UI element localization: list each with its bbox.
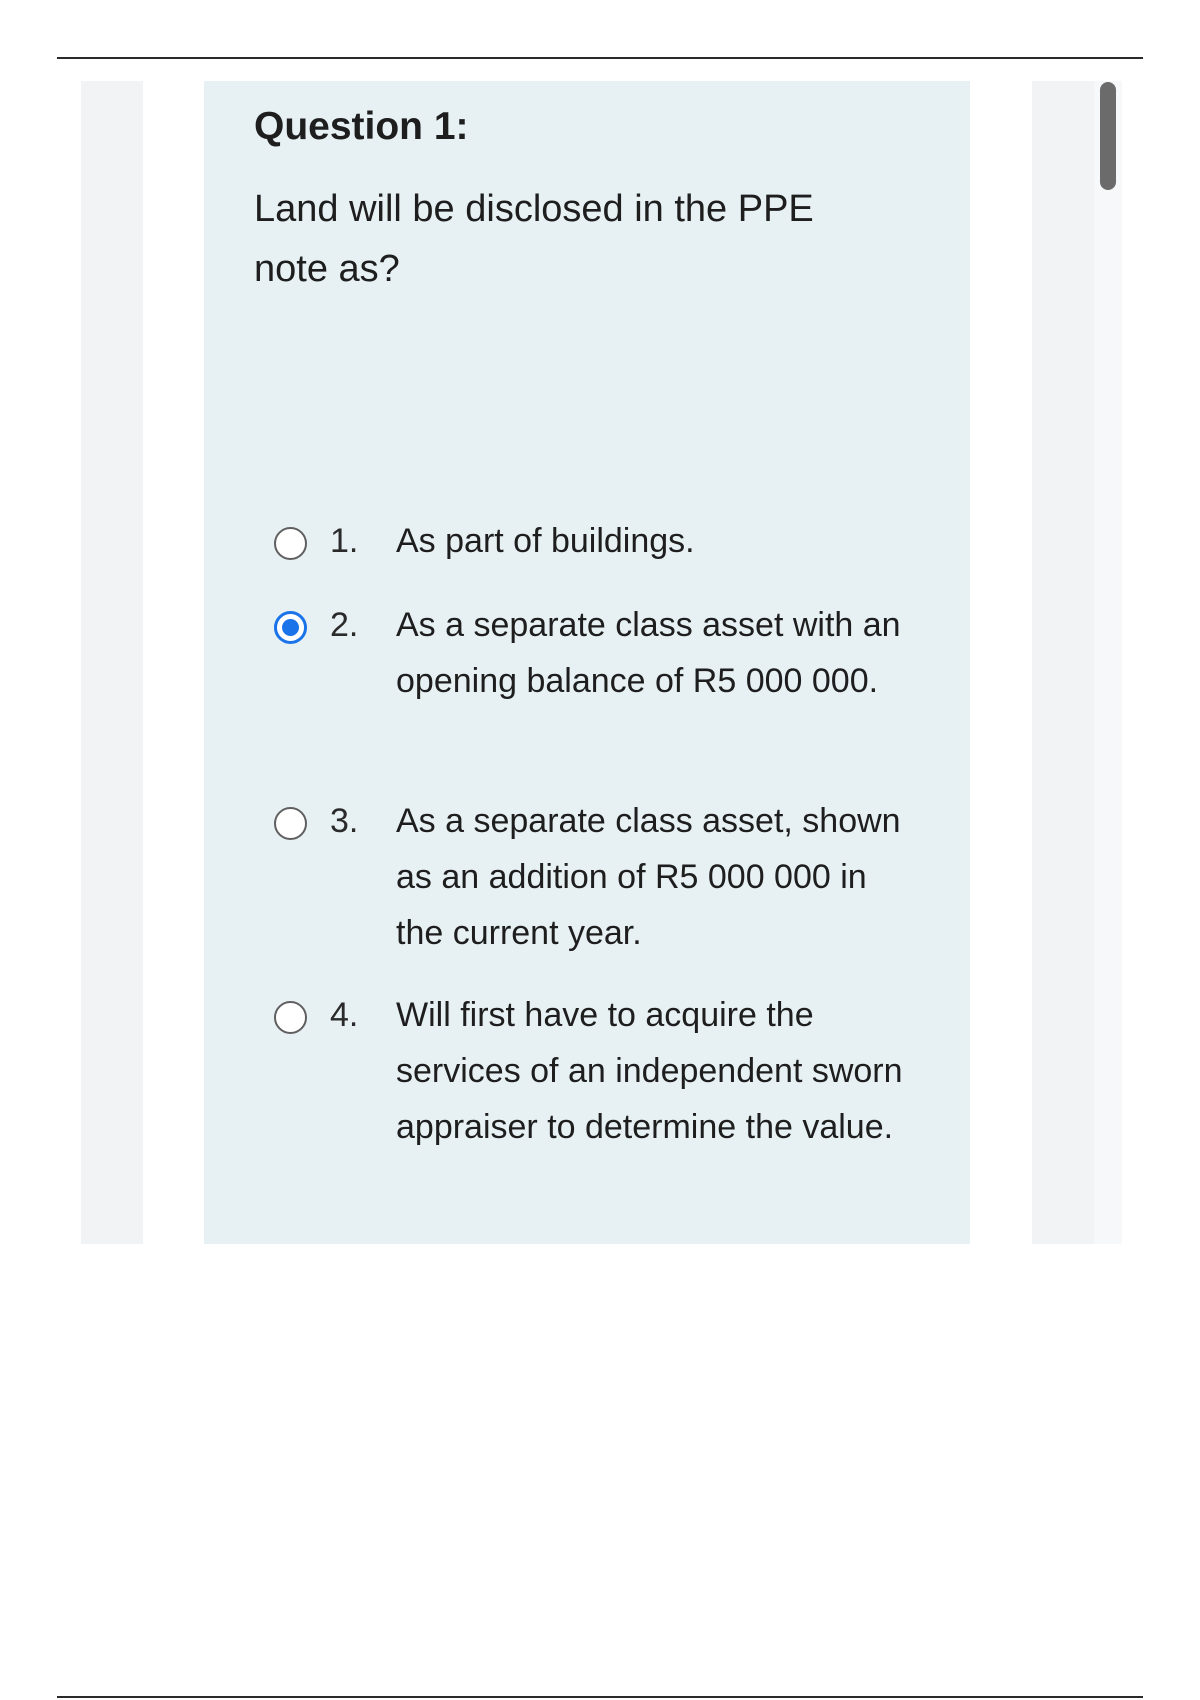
top-divider bbox=[57, 57, 1143, 59]
option-label: As a separate class asset, shown as an addition of R5 000 000 in the current year. bbox=[396, 802, 901, 952]
option-number: 3. bbox=[330, 802, 359, 840]
left-side-panel bbox=[81, 81, 143, 1244]
scrollbar-track[interactable] bbox=[1094, 81, 1122, 1244]
bottom-divider bbox=[57, 1696, 1143, 1698]
radio-button-icon[interactable] bbox=[274, 527, 307, 560]
question-text: Land will be disclosed in the PPE note as? bbox=[254, 188, 814, 290]
option-number: 4. bbox=[330, 996, 359, 1034]
right-side-panel bbox=[1032, 81, 1122, 1244]
option-label: Will first have to acquire the services of an independent sworn appraiser to determine the value. bbox=[396, 996, 903, 1146]
question-card bbox=[204, 81, 970, 1244]
radio-button-icon[interactable] bbox=[274, 807, 307, 840]
option-label: As a separate class asset with an opening balance of R5 000 000. bbox=[396, 606, 901, 700]
option-number: 2. bbox=[330, 606, 359, 644]
question-title: Question 1: bbox=[254, 105, 469, 148]
radio-button-selected-icon[interactable] bbox=[274, 611, 307, 644]
option-label: As part of buildings. bbox=[396, 522, 695, 560]
scrollbar-thumb[interactable] bbox=[1100, 82, 1116, 190]
option-number: 1. bbox=[330, 522, 359, 560]
radio-button-icon[interactable] bbox=[274, 1001, 307, 1034]
